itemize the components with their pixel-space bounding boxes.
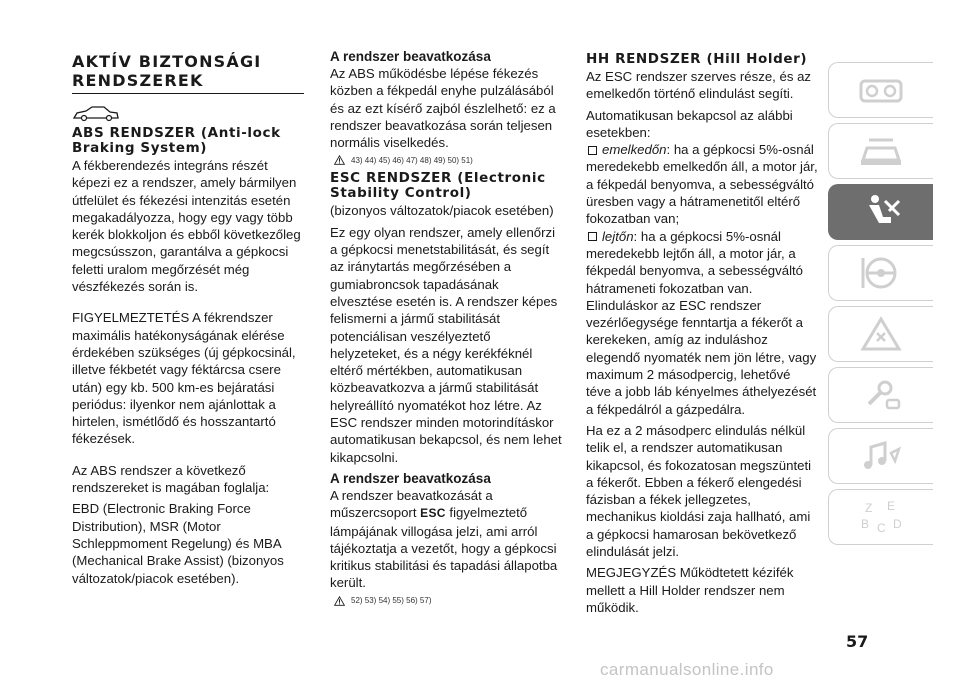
car-lights-icon — [855, 130, 907, 172]
warning-triangle-icon — [334, 155, 345, 165]
hh-paragraph-4: Ha ez a 2 másodperc elindulás nélkül telik el, a rendszer automatikusan kikapcsol, és fokozatosan megszünteti a fékerőt. Ebben a fékerő elengedési fázisban a fékek jellegzetes, mechanikus kioldási zaja hallható, ami a gépkocsi hamarosan bekövetkező elindulását jelzi. — [586, 422, 812, 560]
abs-paragraph-3: Az ABS rendszer a következő rendszereket is magában foglalja: — [72, 462, 270, 496]
tab-lights[interactable] — [828, 123, 933, 179]
subheading-intervention-2: A rendszer beavatkozása — [330, 470, 491, 486]
svg-text:D: D — [893, 517, 902, 531]
tab-emergency[interactable] — [828, 306, 933, 362]
tab-maintenance[interactable] — [828, 367, 933, 423]
bullet-square-icon — [588, 146, 597, 155]
svg-text:B: B — [861, 517, 870, 531]
hill-holder-heading: HH RENDSZER (Hill Holder) — [586, 51, 808, 67]
svg-text:Z: Z — [865, 501, 873, 515]
warning-triangle-icon — [334, 596, 345, 606]
abs-heading: ABS RENDSZER (Anti-lock Braking System) — [72, 125, 281, 156]
column-2 — [330, 48, 562, 612]
abs-paragraph-2: FIGYELMEZTETÉS A fékrendszer maximális hatékonyságának elérése érdekében szükséges (új gépkocsinál, illetve fékbetét vagy féktárcsa csere után) egy kb. 500 km-es bejáratási periódus: ilyenkor nem ajánlottak a hirtelen, ismétlődő és hosszantartó fékezések. — [72, 310, 296, 447]
list-item-downhill — [586, 228, 818, 297]
warning-refs-2 — [334, 596, 562, 606]
column-3 — [586, 48, 818, 620]
abs-paragraph-1: A fékberendezés integráns részét képezi ez a rendszer, amely bármilyen útfelület és fékezési intenzitás esetén megakadályozza, hogy egy vagy több kerék blokkoljon és ebből következőleg megcsússzon, garantálva a gépkocsi feletti uralom megőrzését még vészfékezés során is. — [72, 158, 301, 295]
airbag-seat-icon — [855, 191, 907, 233]
esc-intervention-paragraph — [330, 487, 562, 592]
subheading-intervention-1: A rendszer beavatkozása — [330, 49, 491, 64]
esc-description: Ez egy olyan rendszer, amely ellenőrzi a gépkocsi menetstabilitását, és segít az iránytartás megőrzésében a gumiabroncsok tapadásának elvesztése esetén is. A rendszer képes felismerni a jármű stabilitását potenciálisan veszélyeztető helyzeteket, és a négy kerékféknél eltérő mértékben, automatikusan közbeavatkozva a jármű stabilitását helyreállító nyomatékot hoz létre. Az ESC rendszer minden motorindításkor automatikusan bekapcsol, és nem lehet kikapcsolni. — [330, 224, 562, 465]
music-nav-icon — [855, 435, 907, 477]
wrench-car-icon — [855, 374, 907, 416]
hh-paragraph-3: Elinduláskor az ESC rendszer vezérlőegysége fenntartja a fékerőt a kerekeken, amíg az induláshoz elegendő nyomaték nem jön létre, vagy maximum 2 másodpercig, lehetővé téve a jobb láb kényelmes áthelyezését a fékpedálról a gázpedálra. — [586, 297, 817, 417]
svg-text:C: C — [877, 521, 886, 535]
hh-note: MEGJEGYZÉS Működtetett kézifék mellett a Hill Holder rendszer nem működik. — [586, 565, 794, 615]
page-number: 57 — [846, 632, 869, 651]
bullet-square-icon — [588, 232, 597, 241]
watermark: carmanualsonline.info — [600, 660, 774, 679]
refs-text-2: 52) 53) 54) 55) 56) 57) — [351, 596, 432, 606]
refs-text-1: 43) 44) 45) 46) 47) 48) 49) 50) 51) — [351, 155, 473, 165]
downhill-text: : ha a gépkocsi 5%-osnál meredekebb lejtőn áll, a motor jár, a fékpedál benyomva, a sebességváltó hátrameneti fokozatban van. — [586, 228, 804, 296]
intervention-paragraph: Az ABS működésbe lépése fékezés közben a fékpedál enyhe pulzálásából és az ezt kísérő zajból észlelhető: ez a rendszer beavatkozása során teljesen normális viselkedés. — [330, 66, 556, 151]
section-title: AKTÍV BIZTONSÁGI RENDSZEREK — [72, 52, 262, 90]
tab-multimedia[interactable] — [828, 428, 933, 484]
tab-safety[interactable] — [828, 184, 933, 240]
car-model-icons — [72, 100, 304, 122]
uphill-text: : ha a gépkocsi 5%-osnál meredekebb emelkedőn áll, a motor jár, a fékpedál benyomva, a sebességváltó üresben vagy a hátramenetitől eltérő fokozatban van; — [586, 142, 818, 227]
downhill-term: lejtőn — [602, 228, 634, 244]
esc-heading: ESC RENDSZER (Electronic Stability Control) — [330, 170, 546, 202]
list-item-uphill — [586, 141, 818, 227]
esc-warning-label: ESC — [420, 506, 446, 521]
warning-road-icon — [855, 313, 907, 355]
tab-dashboard[interactable] — [828, 62, 933, 118]
hh-paragraph-1: Az ESC rendszer szerves része, és az emelkedőn történő elindulást segíti. — [586, 69, 811, 102]
esc-intervention-part-1: A rendszer beavatkozását a műszercsoport — [330, 487, 493, 521]
esc-intervention-part-2: figyelmeztető lámpájának villogása jelzi, ami arról tájékoztatja a vezetőt, hogy a gépkocsi kritikus stabilitási és tapadási állapotba került. — [330, 505, 558, 591]
chapter-tabs — [828, 62, 933, 550]
svg-text:E: E — [887, 499, 896, 513]
title-rule — [72, 93, 304, 94]
tab-driving[interactable] — [828, 245, 933, 301]
car-dashboard-icon — [855, 69, 907, 111]
tab-index[interactable] — [828, 489, 933, 545]
index-letters-icon — [855, 496, 907, 538]
uphill-term: emelkedőn — [602, 142, 667, 158]
warning-refs-1 — [334, 155, 562, 165]
car-silhouette-icon — [72, 104, 120, 122]
steering-wheel-icon — [855, 252, 907, 294]
hh-paragraph-2: Automatikusan bekapcsol az alábbi esetekben: — [586, 107, 793, 140]
column-1 — [72, 48, 304, 591]
esc-availability: (bizonyos változatok/piacok esetében) — [330, 203, 554, 219]
abs-paragraph-4: EBD (Electronic Braking Force Distribution), MSR (Motor Schleppmoment Regelung) és MBA (Mechanical Brake Assist) (bizonyos változatok/piacok esetében). — [72, 501, 284, 586]
